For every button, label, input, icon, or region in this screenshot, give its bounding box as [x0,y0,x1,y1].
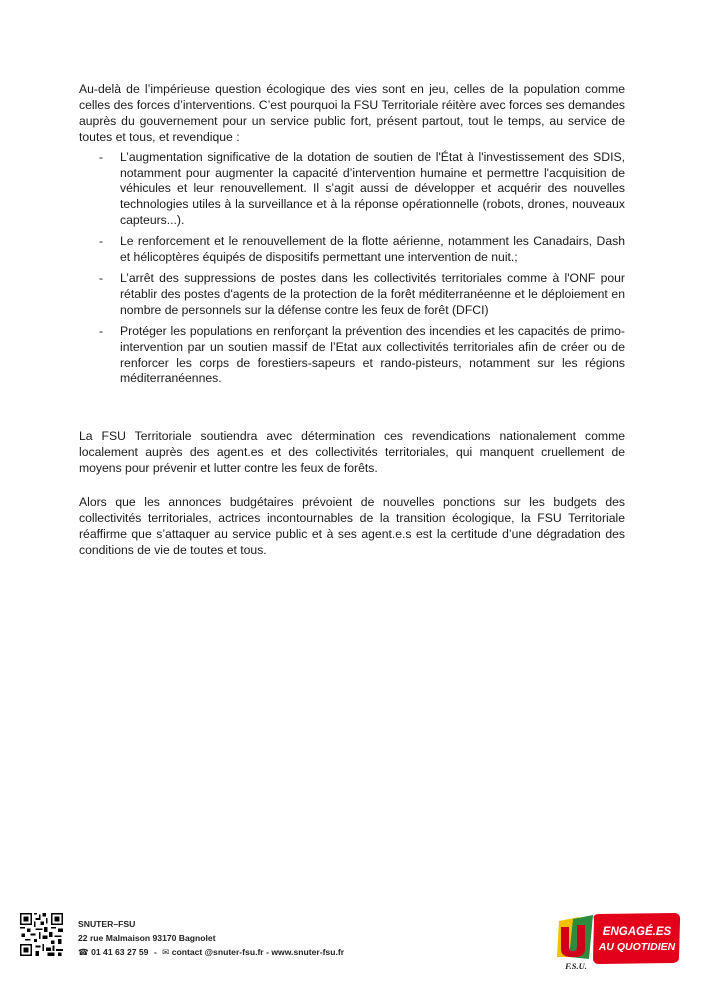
qr-code-icon[interactable] [20,913,63,956]
email-link[interactable]: contact @snuter-fsu.fr [171,947,264,957]
website-link[interactable]: www.snuter-fsu.fr [271,947,345,957]
contact-line [78,945,344,959]
badge-line-1: ENGAGÉ.ES [602,926,672,938]
bullet-text: Protéger les populations en renforçant la prévention des incendies et les capacités de primo-intervention par un soutien massif de l’Etat aux collectivités territoriales afin de créer ou de renforcer les corps de forestiers-sapeurs et rando-pisteurs, notamment sur les régions méditerranéennes. [120,323,625,386]
support-paragraph: La FSU Territoriale soutiendra avec détermination ces revendications nationalement comme localement auprès des agent.es et des collectivités territoriales, qui manquent cruellement de moyens pour prévenir et lutter contre les feux de forêts. [79,429,625,476]
bullet-text: L’augmentation significative de la dotation de soutien de l'État à l'investissement des SDIS, notamment pour augmenter la capacité d’intervention humaine et permettre l'acquisition de véhicules et leur renouvellement. Il s’agit aussi de développer et acquérir des nouvelles technologies utiles à la surveillance et à la réponse opérationnelle (robots, drones, nouveaux capteurs...). [120,149,625,228]
bullet-dash: - [99,234,104,249]
engagees-badge [590,913,682,964]
list-item [79,150,625,230]
separator: - [153,947,157,957]
page-footer [20,913,700,973]
list-item [79,234,625,266]
bullet-text: L’arrêt des suppressions de postes dans les collectivités territoriales comme à l'ONF pour rétablir des postes d'agents de la protection de la forêt méditerranéenne et le déploiement en nombre de personnels sur la défense contre les feux de forêt (DFCI) [120,270,625,317]
address: 22 rue Malmaison 93170 Bagnolet [78,933,216,943]
list-item [79,324,625,388]
intro-paragraph: Au-delà de l’impérieuse question écologique des vies sont en jeu, celles de la population comme celles des forces d’interventions. C’est pourquoi la FSU Territoriale réitère avec forces ses demandes auprès du gouvernement pour un service public fort, présent partout, tout le temps, au service de toutes et tous, et revendique : [79,82,625,144]
badge-line-2: AU QUOTIDIEN [598,941,676,953]
bullet-text: Le renforcement et le renouvellement de la flotte aérienne, notamment les Canadairs, Dash et hélicoptères équipés de dispositifs permettant une intervention de nuit.; [120,234,625,265]
logo-text: F.S.U. [565,961,587,971]
document-body [79,82,625,559]
demands-list [79,150,625,388]
phone-number[interactable]: 01 41 63 27 59 [91,947,149,957]
org-name: SNUTER–FSU [78,919,136,929]
bullet-dash: - [99,270,104,285]
conclusion-paragraph: Alors que les annonces budgétaires prévoient de nouvelles ponctions sur les budgets des collectivités territoriales, actrices incontournables de la transition écologique, la FSU Territoriale réaffirme que s’attaquer au service public et à ses agent.e.s est la certitude d’une dégradation des conditions de vie de toutes et tous. [79,495,625,557]
bullet-dash: - [99,149,104,164]
separator: - [266,947,269,957]
envelope-icon: ✉ [162,947,170,957]
phone-icon: ☎ [78,947,89,957]
bullet-dash: - [99,323,104,338]
contact-block [78,917,344,959]
list-item [79,271,625,319]
